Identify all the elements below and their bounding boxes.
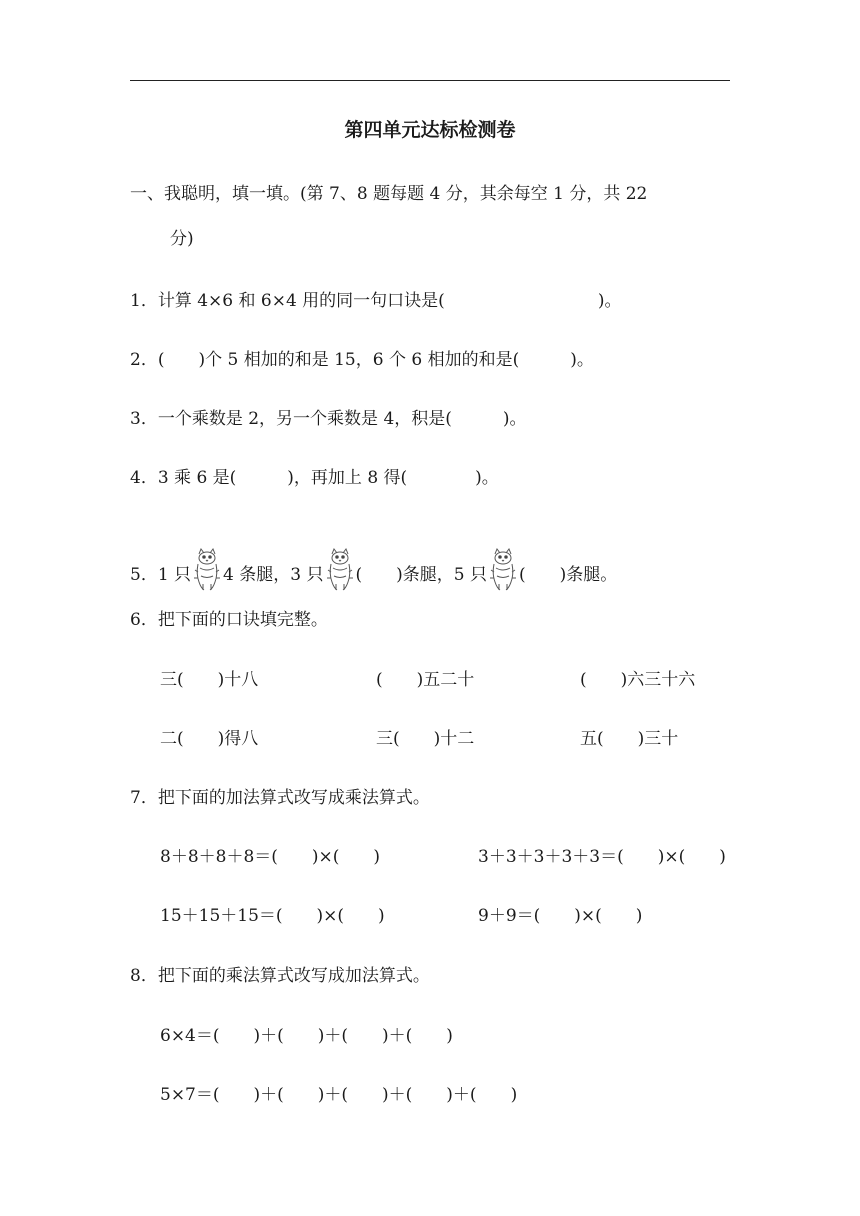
- question-5-part: 4 条腿，3 只: [223, 565, 324, 585]
- q6-item: 三( )十二: [376, 729, 475, 749]
- question-4: 4．3 乘 6 是( )，再加上 8 得( )。: [130, 468, 499, 488]
- q6-item: ( )六三十六: [580, 670, 696, 690]
- question-7: 7．把下面的加法算式改写成乘法算式。: [130, 788, 430, 808]
- header-rule: [130, 80, 730, 81]
- q7-item: 3＋3＋3＋3＋3＝( )×( ): [478, 847, 726, 867]
- question-5: [130, 548, 617, 592]
- q6-item: 二( )得八: [160, 729, 259, 749]
- q7-item: 15＋15＋15＝( )×( ): [160, 906, 385, 926]
- question-2: 2．( )个 5 相加的和是 15，6 个 6 相加的和是( )。: [130, 350, 594, 370]
- question-5-part: ( )条腿，5 只: [355, 565, 487, 585]
- q7-item: 9＋9＝( )×( ): [478, 906, 643, 926]
- q8-item: 5×7＝( )＋( )＋( )＋( )＋( ): [160, 1085, 518, 1105]
- section-heading: 一、我聪明，填一填。(第 7、8 题每题 4 分，其余每空 1 分，共 22: [130, 184, 648, 204]
- q8-item: 6×4＝( )＋( )＋( )＋( ): [160, 1026, 453, 1046]
- q6-item: ( )五二十: [376, 670, 475, 690]
- question-6: 6．把下面的口诀填完整。: [130, 610, 328, 630]
- cat-icon: [192, 548, 222, 592]
- question-1: 1．计算 4×6 和 6×4 用的同一句口诀是( )。: [130, 291, 622, 311]
- question-3: 3．一个乘数是 2，另一个乘数是 4，积是( )。: [130, 409, 527, 429]
- cat-icon: [325, 548, 355, 592]
- question-5-part: ( )条腿。: [518, 565, 618, 585]
- question-5-part: 5．1 只: [130, 565, 192, 585]
- cat-icon: [488, 548, 518, 592]
- section-heading-cont: 分): [170, 229, 194, 249]
- q6-item: 三( )十八: [160, 670, 259, 690]
- q6-item: 五( )三十: [580, 729, 679, 749]
- question-8: 8．把下面的乘法算式改写成加法算式。: [130, 966, 430, 986]
- page-title: 第四单元达标检测卷: [344, 119, 516, 141]
- q7-item: 8＋8＋8＋8＝( )×( ): [160, 847, 381, 867]
